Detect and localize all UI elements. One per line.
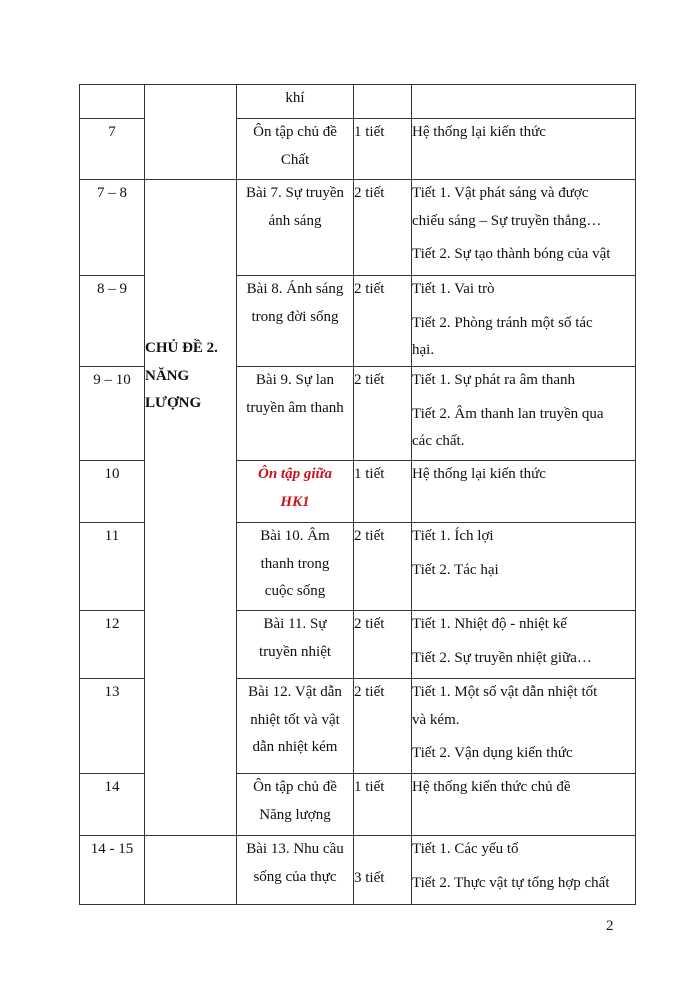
periods-cell: 3 tiết xyxy=(354,836,412,905)
week-cell: 14 xyxy=(80,774,145,836)
content-cell: Tiết 1. Một số vật dẫn nhiệt tốt và kém. Tiết 2. Vận dụng kiến thức xyxy=(412,679,636,774)
content-cell: Hệ thống kiến thức chủ đề xyxy=(412,774,636,836)
content-cell: Tiết 1. Các yếu tố Tiết 2. Thực vật tự tổng hợp chất xyxy=(412,836,636,905)
content-cell: Tiết 1. Vật phát sáng và được chiếu sáng – Sự truyền thẳng… Tiết 2. Sự tạo thành bóng của vật xyxy=(412,180,636,276)
table-row xyxy=(80,836,636,905)
lesson-cell: Ôn tập giữa HK1 xyxy=(237,461,354,523)
week-cell: 14 - 15 xyxy=(80,836,145,905)
week-cell: 7 xyxy=(80,119,145,180)
lesson-cell: Ôn tập chủ đề Năng lượng xyxy=(237,774,354,836)
periods-cell: 1 tiết xyxy=(354,119,412,180)
lesson-cell: Bài 10. Âm thanh trong cuộc sống xyxy=(237,523,354,611)
lesson-cell: Bài 9. Sự lan truyền âm thanh xyxy=(237,367,354,461)
periods-cell: 1 tiết xyxy=(354,461,412,523)
periods-cell: 2 tiết xyxy=(354,611,412,679)
table-row xyxy=(80,85,636,119)
topic-cell: CHỦ ĐỀ 2. NĂNG LƯỢNG xyxy=(145,180,237,836)
lesson-cell: Bài 13. Nhu cầu sống của thực xyxy=(237,836,354,905)
periods-cell xyxy=(354,85,412,119)
periods-cell: 2 tiết xyxy=(354,276,412,367)
week-cell xyxy=(80,85,145,119)
content-cell: Tiết 1. Sự phát ra âm thanh Tiết 2. Âm thanh lan truyền qua các chất. xyxy=(412,367,636,461)
week-cell: 13 xyxy=(80,679,145,774)
periods-cell: 2 tiết xyxy=(354,523,412,611)
week-cell: 7 – 8 xyxy=(80,180,145,276)
periods-cell: 2 tiết xyxy=(354,180,412,276)
periods-cell: 1 tiết xyxy=(354,774,412,836)
periods-cell: 2 tiết xyxy=(354,679,412,774)
content-cell: Tiết 1. Ích lợi Tiết 2. Tác hại xyxy=(412,523,636,611)
topic-label: CHỦ ĐỀ 2. xyxy=(145,340,218,356)
lesson-cell: Ôn tập chủ đề Chất xyxy=(237,119,354,180)
page-number: 2 xyxy=(606,918,614,934)
lesson-cell: khí xyxy=(237,85,354,119)
week-cell: 8 – 9 xyxy=(80,276,145,367)
table-row xyxy=(80,180,636,276)
week-cell: 9 – 10 xyxy=(80,367,145,461)
content-cell: Hệ thống lại kiến thức xyxy=(412,119,636,180)
topic-cell xyxy=(145,85,237,180)
week-cell: 12 xyxy=(80,611,145,679)
week-cell: 11 xyxy=(80,523,145,611)
periods-cell: 2 tiết xyxy=(354,367,412,461)
lesson-cell: Bài 7. Sự truyền ánh sáng xyxy=(237,180,354,276)
week-cell: 10 xyxy=(80,461,145,523)
content-cell: Tiết 1. Nhiệt độ - nhiệt kế Tiết 2. Sự truyền nhiệt giữa… xyxy=(412,611,636,679)
lesson-plan-table xyxy=(79,84,636,905)
lesson-cell: Bài 12. Vật dẫn nhiệt tốt và vật dẫn nhiệt kém xyxy=(237,679,354,774)
content-cell: Tiết 1. Vai trò Tiết 2. Phòng tránh một số tác hại. xyxy=(412,276,636,367)
content-cell xyxy=(412,85,636,119)
lesson-cell: Bài 11. Sự truyền nhiệt xyxy=(237,611,354,679)
topic-cell xyxy=(145,836,237,905)
lesson-cell: Bài 8. Ánh sáng trong đời sống xyxy=(237,276,354,367)
content-cell: Hệ thống lại kiến thức xyxy=(412,461,636,523)
